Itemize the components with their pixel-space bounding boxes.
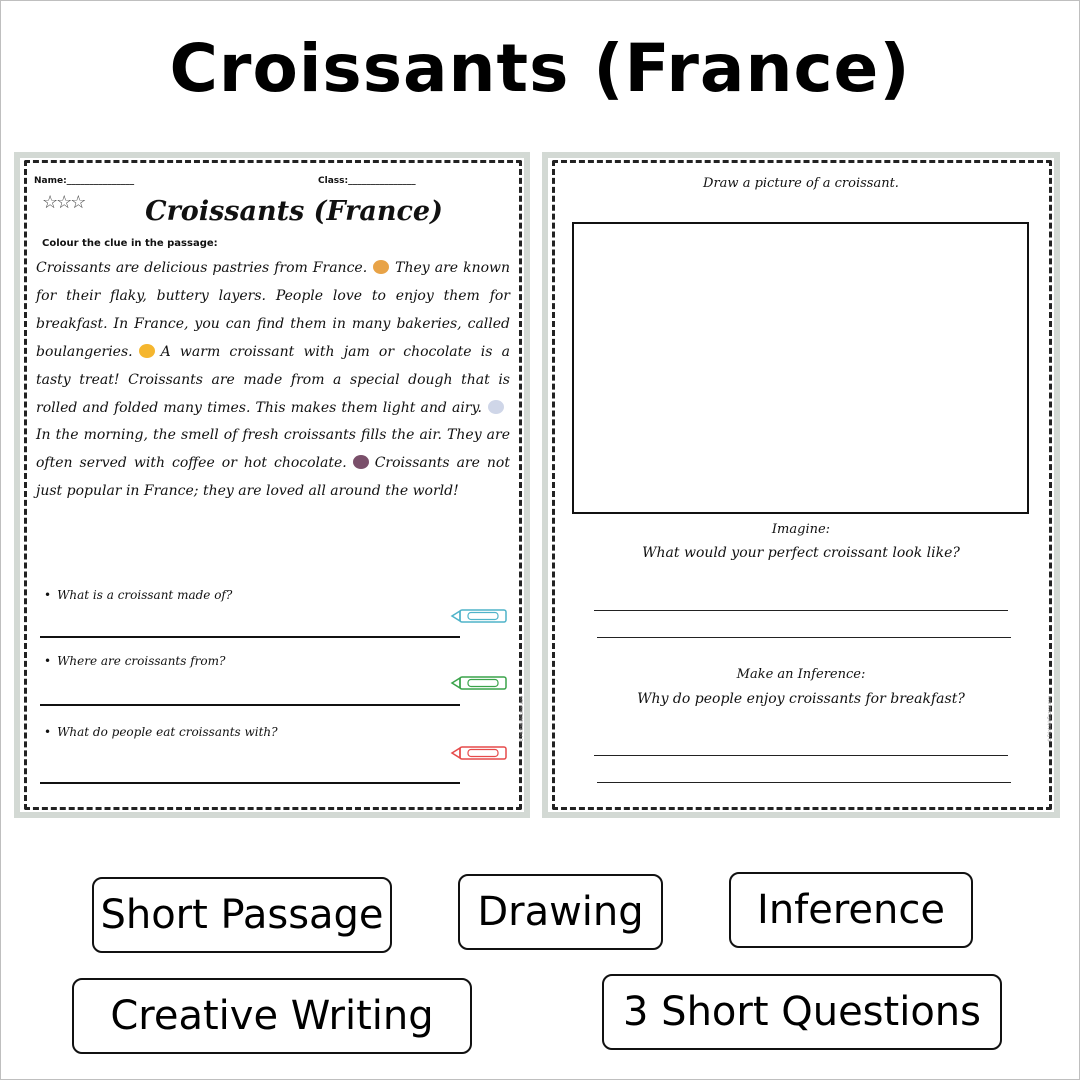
copyright-text: © PrintableBazaar.com	[519, 695, 524, 742]
question-item: • What do people eat croissants with?	[44, 725, 278, 739]
tag-drawing: Drawing	[458, 874, 663, 950]
question-item: • What is a croissant made of?	[44, 588, 233, 602]
page-title: Croissants (France)	[169, 30, 911, 107]
draw-prompt: Draw a picture of a croissant.	[703, 176, 899, 191]
rating-stars-icon: ☆☆☆	[42, 192, 85, 213]
crayon-icon	[450, 608, 510, 624]
passage-sentence: Croissants are delicious pastries from France.	[36, 260, 368, 276]
yum-face-emoji-icon	[139, 344, 155, 358]
reading-passage	[36, 255, 510, 506]
drawing-box	[572, 222, 1029, 514]
name-field-label: Name:_______________	[34, 176, 135, 186]
writing-line	[594, 755, 1008, 756]
tag-3-short-questions: 3 Short Questions	[602, 974, 1002, 1050]
passage-sentence: A warm croissant with jam or chocolate is a tasty treat! Croissants are made from a special dough that is rolled and folded many times. This makes them light and airy.	[36, 343, 510, 416]
wind-emoji-icon	[488, 400, 504, 414]
writing-line	[597, 782, 1011, 783]
croissant-emoji-icon	[373, 260, 389, 274]
reading-worksheet-preview	[14, 152, 530, 818]
writing-line	[594, 610, 1008, 611]
tag-inference: Inference	[729, 872, 973, 948]
class-field-label: Class:_______________	[318, 176, 416, 186]
answer-line	[40, 704, 460, 706]
question-item: • Where are croissants from?	[44, 654, 226, 668]
passage-sentence: Croissants are not just popular in France; they are loved all around the world!	[36, 455, 510, 500]
passage-sentence: In the morning, the smell of fresh croissants fills the air. They are often served with coffee or hot chocolate.	[36, 427, 510, 472]
drawing-worksheet-preview	[542, 152, 1060, 818]
tag-short-passage: Short Passage	[92, 877, 392, 953]
crayon-icon	[450, 745, 510, 761]
imagine-question: What would your perfect croissant look like?	[642, 545, 960, 561]
copyright-text: © PrintableBazaar.com	[1047, 695, 1052, 742]
hot-drink-emoji-icon	[353, 455, 369, 469]
worksheet-title: Croissants (France)	[145, 196, 443, 227]
imagine-heading: Imagine:	[771, 522, 831, 537]
inference-heading: Make an Inference:	[736, 667, 866, 682]
inference-question: Why do people enjoy croissants for breakfast?	[637, 691, 965, 707]
writing-line	[597, 637, 1011, 638]
worksheet-instruction: Colour the clue in the passage:	[42, 238, 218, 249]
crayon-icon	[450, 675, 510, 691]
answer-line	[40, 636, 460, 638]
tag-creative-writing: Creative Writing	[72, 978, 472, 1054]
passage-sentence: They are known for their flaky, buttery layers. People love to enjoy them for breakfast. In France, you can find them in many bakeries, called boulangeries.	[36, 260, 511, 360]
answer-line	[40, 782, 460, 784]
